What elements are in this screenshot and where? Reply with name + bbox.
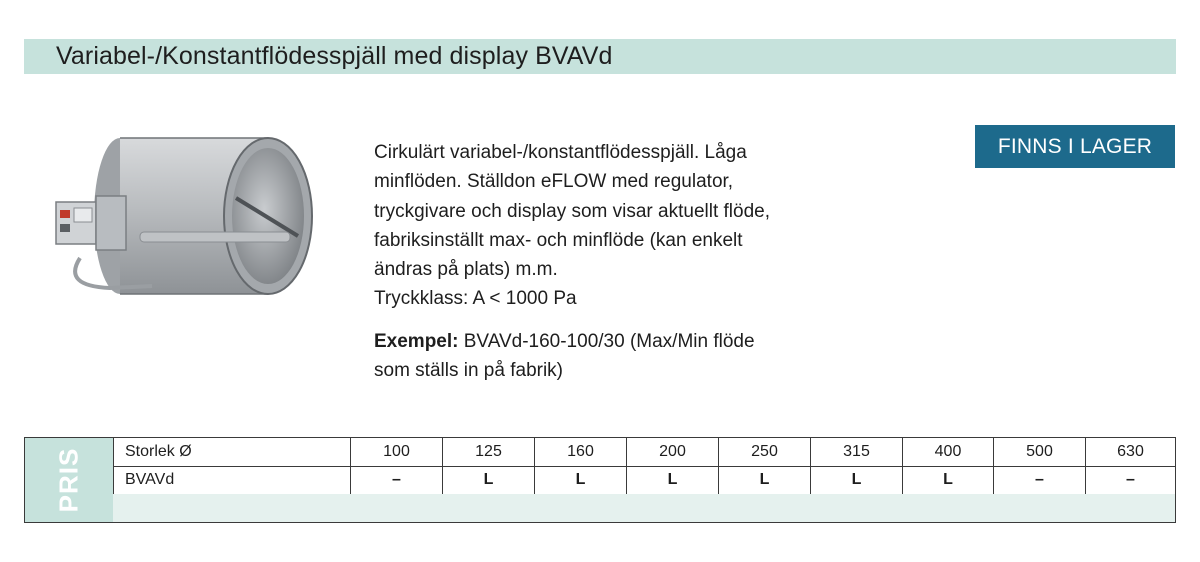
description-line: minflöden. Ställdon eFLOW med regulator, (374, 171, 734, 193)
availability-cell: L (902, 466, 993, 494)
availability-cell: L (626, 466, 718, 494)
example-line (374, 327, 834, 356)
page-title: Variabel-/Konstantflödesspjäll med display BVAVd (56, 42, 613, 70)
size-cell: 400 (902, 438, 993, 466)
product-label: BVAVd (125, 471, 175, 488)
size-row (113, 438, 1175, 467)
availability-cell: – (993, 466, 1085, 494)
availability-cell: L (718, 466, 810, 494)
availability-cell: – (1085, 466, 1175, 494)
price-side-label (25, 438, 114, 522)
size-cell: 100 (350, 438, 442, 466)
size-cell: 315 (810, 438, 902, 466)
price-footer-row (113, 494, 1175, 522)
example-line: som ställs in på fabrik) (374, 360, 564, 381)
example-code: BVAVd-160-100/30 (Max/Min flöde (458, 331, 755, 352)
price-label: PRIS (53, 447, 84, 513)
size-cell: 200 (626, 438, 718, 466)
description-line: ändras på plats) m.m. (374, 259, 558, 281)
description-line: Cirkulärt variabel-/konstantflödesspjäll. Låga (374, 142, 747, 163)
size-cell: 500 (993, 438, 1085, 466)
size-cell: 125 (442, 438, 534, 466)
size-cell: 160 (534, 438, 626, 466)
description-line: tryckgivare och display som visar aktuellt flöde, (374, 200, 770, 222)
product-row (113, 466, 1175, 495)
size-cell: 250 (718, 438, 810, 466)
size-cell: 630 (1085, 438, 1175, 466)
product-description (374, 138, 834, 314)
size-label: Storlek Ø (125, 443, 192, 460)
availability-cell: L (534, 466, 626, 494)
availability-cell: L (810, 466, 902, 494)
availability-cell: L (442, 466, 534, 494)
stock-badge: FINNS I LAGER (975, 125, 1175, 168)
example-label: Exempel: (374, 331, 459, 352)
example-block (374, 327, 834, 385)
pressure-class-line: Tryckklass: A < 1000 Pa (374, 288, 577, 310)
circular-damper-image (40, 128, 330, 308)
availability-cell: – (350, 466, 442, 494)
description-line: fabriksinställt max- och minflöde (kan enkelt (374, 229, 743, 251)
price-table (24, 437, 1176, 523)
title-bar (24, 39, 1176, 74)
